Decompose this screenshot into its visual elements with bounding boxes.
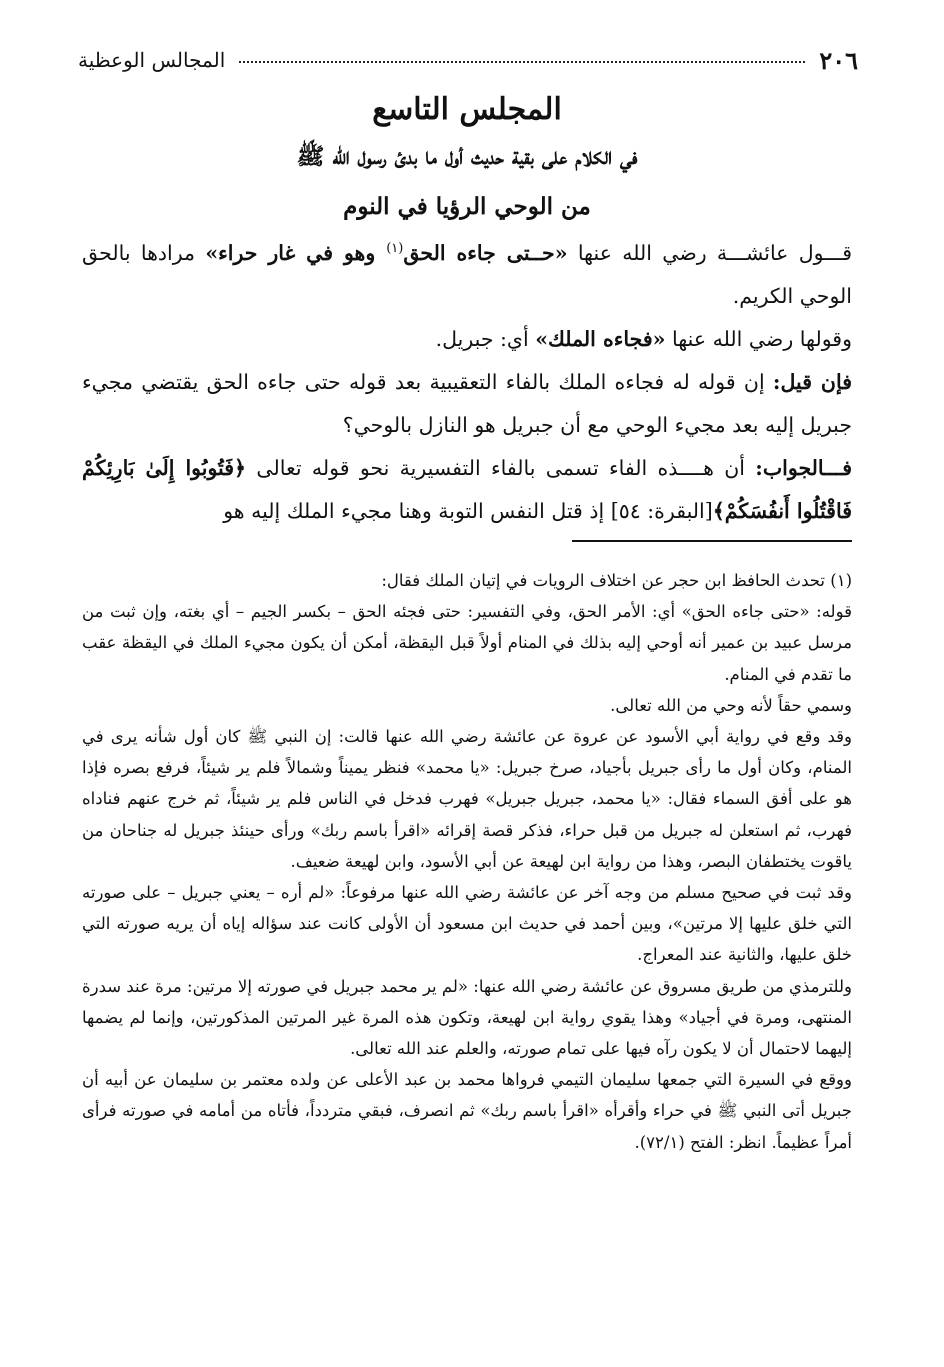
header-dotted-leader: [239, 61, 805, 63]
p1-lead: قـــول عائشـــة رضي الله عنها: [567, 241, 853, 265]
p3-text: إن قوله له فجاءه الملك بالفاء التعقيبية بعد قوله حتى جاءه الحق يقتضي مجيء جبريل إليه بعد مجيء الوحي مع أن جبريل هو النازل بالوحي؟: [82, 370, 852, 437]
footnote-paragraph: وللترمذي من طريق مسروق عن عائشة رضي الله عنها: «لم ير محمد جبريل في صورته إلا مرتين: مرة عند سدرة المنتهى، ومرة في أجياد» وهذا يقوي رواية ابن لهيعة، وتكون هذه المرة غير المرتين المذكورتين، وإنما لم يضمها إليهما لاحتمال أن لا يكون رآه فيها على تمام صورته، والعلم عند الله تعالى.: [82, 976, 852, 1059]
paragraph-1: [82, 232, 852, 318]
footnotes: [82, 565, 852, 1158]
p3-question-label: فإن قيل:: [772, 370, 852, 394]
chapter-title: المجلس التاسع: [372, 92, 562, 127]
running-header: [78, 42, 858, 78]
page-number: ٢٠٦: [819, 45, 858, 75]
quran-verse: ﴿فَتُوبُوا إِلَىٰ بَارِئِكُمْ فَاقْتُلُوا أَنفُسَكُمْ﴾: [82, 456, 852, 523]
p4-rest: إذ قتل النفس التوبة وهنا مجيء الملك إليه هو: [223, 499, 611, 523]
p1-quote: «حــتى جاءه الحق: [403, 241, 568, 265]
footnote-paragraph: وقد وقع في رواية أبي الأسود عن عروة عن عائشة رضي الله عنها قالت: إن النبي ﷺ كان أول شأنه يرى في المنام، وكان أول ما رأى جبريل بأجياد، صرخ جبريل: «يا محمد» فنظر يميناً وشمالاً فلم ير شيئاً، فرفع بصره فإذا هو على أفق السماء فقال: «يا محمد، جبريل جبريل» فهرب فدخل في الناس فلم ير شيئاً، ثم خرج عنهم فناداه فهرب، ثم استعلن له جبريل من قبل حراء، فذكر قصة إقرائه «اقرأ باسم ربك» ورأى حينئذ جبريل له جناحان من ياقوت يختطفان البصر، وهذا من رواية ابن لهيعة عن أبي الأسود، وابن لهيعة ضعيف.: [82, 727, 852, 871]
verse-reference: [البقرة: ٥٤]: [610, 499, 713, 523]
p2-lead: وقولها رضي الله عنها: [665, 327, 852, 351]
footnote-heading: (١) تحدث الحافظ ابن حجر عن اختلاف الرويات في إتيان الملك فقال:: [381, 571, 852, 590]
chapter-subtitle-line-1: في الكلام على بقية حديث أول ما بدئ رسول الله ﷺ: [296, 143, 638, 170]
book-title: المجالس الوعظية: [78, 48, 226, 72]
p2-quote: «فجاءه الملك»: [535, 327, 666, 351]
footnote-paragraph: ووقع في السيرة التي جمعها سليمان التيمي فرواها محمد بن عبد الأعلى عن ولده معتمر بن سليمان عن أبيه أن جبريل أتى النبي ﷺ في حراء وأقرأه «اقرأ باسم ربك» ثم انصرف، فبقي متردداً، فأتاه من أمامه في صورته فرأى أمراً عظيماً. انظر: الفتح (٧٢/١).: [82, 1070, 852, 1152]
p4-answer-label: فـــالجواب:: [755, 456, 852, 480]
paragraph-3: [82, 361, 852, 447]
footnote-paragraph: وقد ثبت في صحيح مسلم من وجه آخر عن عائشة رضي الله عنها مرفوعاً: «لم أره – يعني جبريل – على صورته التي خلق عليها إلا مرتين»، وبين أحمد في حديث ابن مسعود أن الأولى كانت عند سؤاله إياه أن يريه صورته التي خلق عليها، والثانية عند المعراج.: [82, 883, 852, 965]
paragraph-2: [82, 318, 852, 361]
footnote-marker[interactable]: (١): [386, 241, 404, 257]
paragraph-4: [82, 447, 852, 533]
main-text: [82, 88, 852, 533]
p4-text: أن هــــذه الفاء تسمى بالفاء التفسيرية نحو قوله تعالى: [246, 456, 756, 480]
footnote-paragraph: قوله: «حتى جاءه الحق» أي: الأمر الحق، وفي التفسير: حتى فجئه الحق – بكسر الجيم – أي بغته، وإن ثبت من مرسل عبيد بن عمير أنه أوحي إليه بذلك في المنام أولاً قبل اليقظة، أمكن أن يكون مجيء الملك في اليقظة عقب ما تقدم في المنام.: [82, 602, 852, 684]
p1-quote-cont: وهو في غار حراء»: [205, 241, 387, 265]
footnote-separator: [572, 540, 852, 542]
p2-rest: أي: جبريل.: [435, 327, 536, 351]
footnote-paragraph: وسمي حقاً لأنه وحي من الله تعالى.: [610, 695, 852, 715]
p1-rest: مرادها بالحق الوحي الكريم.: [82, 241, 852, 308]
chapter-subtitle-line-2: من الوحي الرؤيا في النوم: [343, 193, 591, 220]
